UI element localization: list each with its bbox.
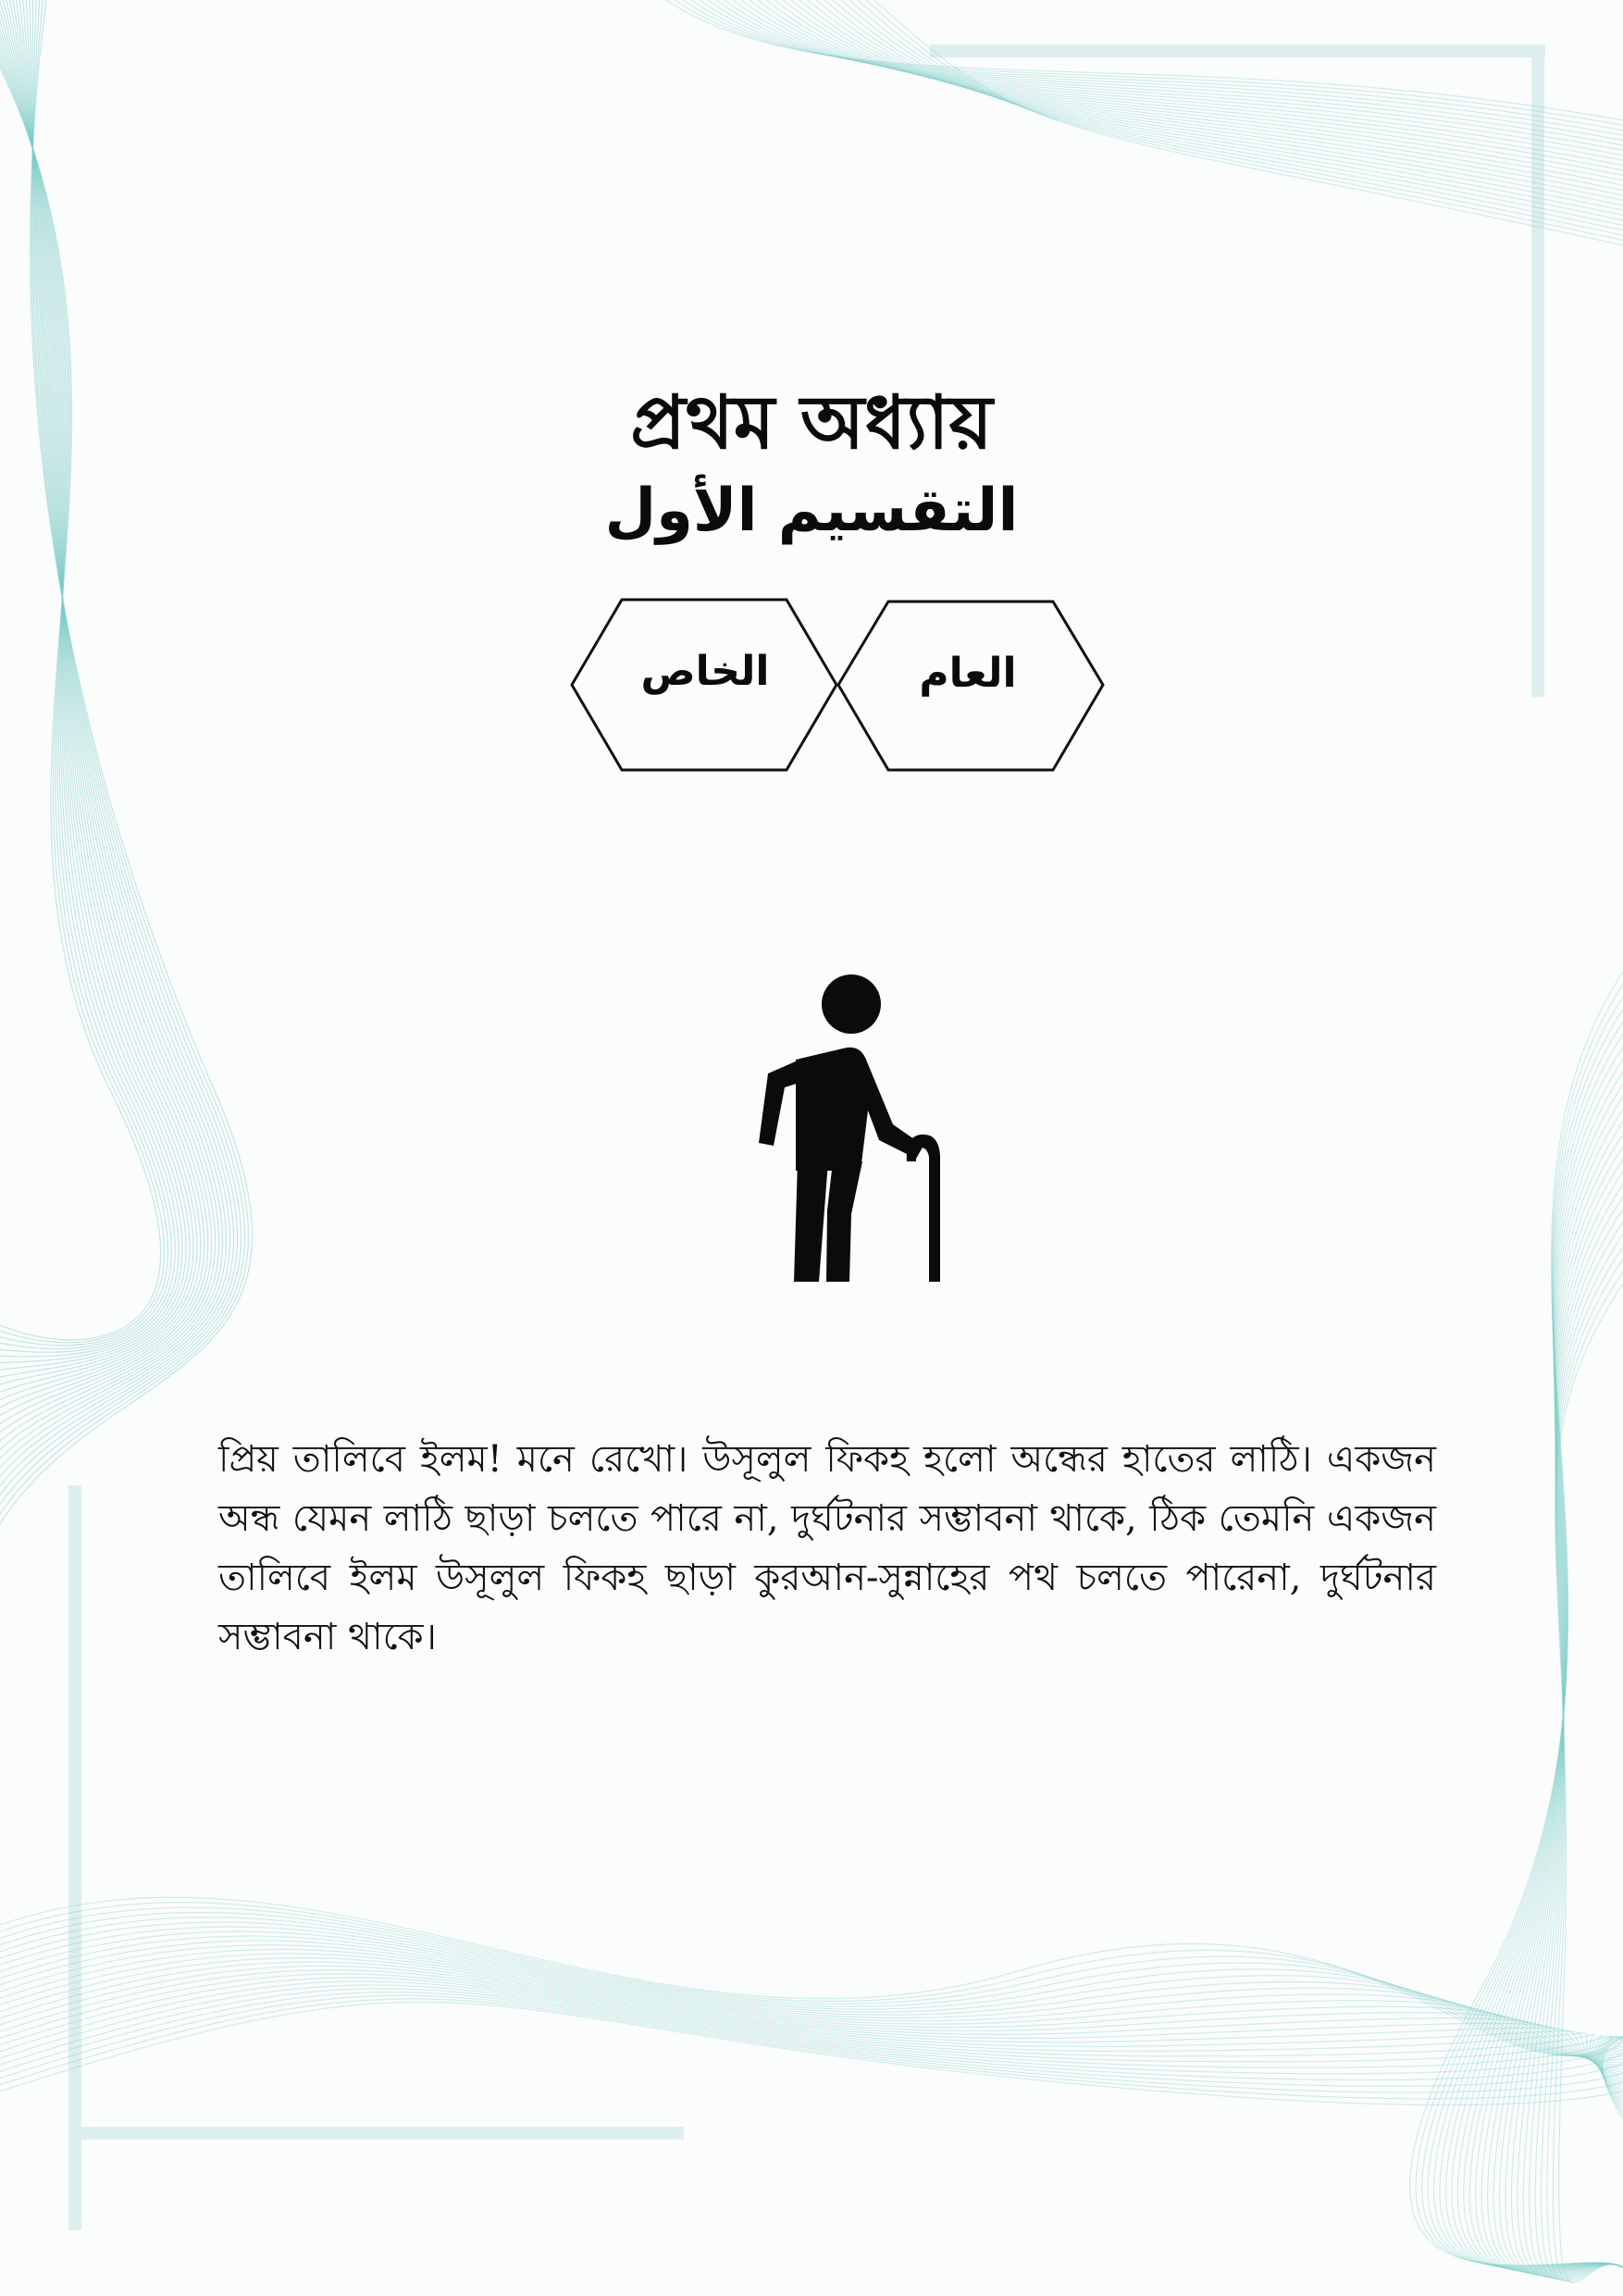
wave-line [0,1949,1623,2072]
hex-label-aam: العام [919,650,1017,697]
wave-line [808,0,1623,205]
wave-line [0,1958,1623,2079]
wave-line [858,0,1623,235]
wave-line [0,0,167,1346]
wave-line [824,0,1623,216]
wave-line [0,0,171,1348]
wave-line [866,0,1623,241]
wave-line [849,0,1623,230]
elderly-person-with-cane-icon [731,972,972,1291]
wave-line [0,0,165,1343]
wave-line [0,0,197,1421]
wave-line [1535,1235,1623,2280]
hex-label-khas: الخاص [640,648,770,695]
wave-line [874,0,1623,245]
wave-line [1555,1285,1623,2283]
wave-line [833,0,1623,220]
chapter-title: প্রথম অধ্যায় [630,379,993,465]
wave-line [700,0,1623,141]
wave-line [725,0,1623,155]
wave-line [675,0,1623,125]
wave-line [750,0,1623,170]
wave-line [691,0,1623,135]
wave-line [0,1985,1623,2103]
body-paragraph: প্রিয় তালিবে ইলম! মনে রেখো। উসূলুল ফিকহ হলো অন্ধের হাতের লাঠি। একজন অন্ধ যেমন লাঠি ছাড়া চলতে পারে না, দুর্ঘটনার সম্ভাবনা থাকে, ঠিক তেমনি একজন তালিবে ইলম উসূলুল ফিকহ ছাড়া কুরআন-সুন্নাহের পথ চলতে পারেনা, দুর্ঘটনার সম্ভাবনা থাকে। [218,1438,1436,1658]
wave-line [0,1922,1623,2057]
wave-line [0,1999,1623,2116]
wave-line [666,0,1623,120]
wave-line [0,0,179,1359]
wave-line [1542,1247,1623,2280]
wave-line [0,1981,1623,2099]
arabic-title: التقسيم الأول [604,477,1019,545]
wave-line [733,0,1623,160]
